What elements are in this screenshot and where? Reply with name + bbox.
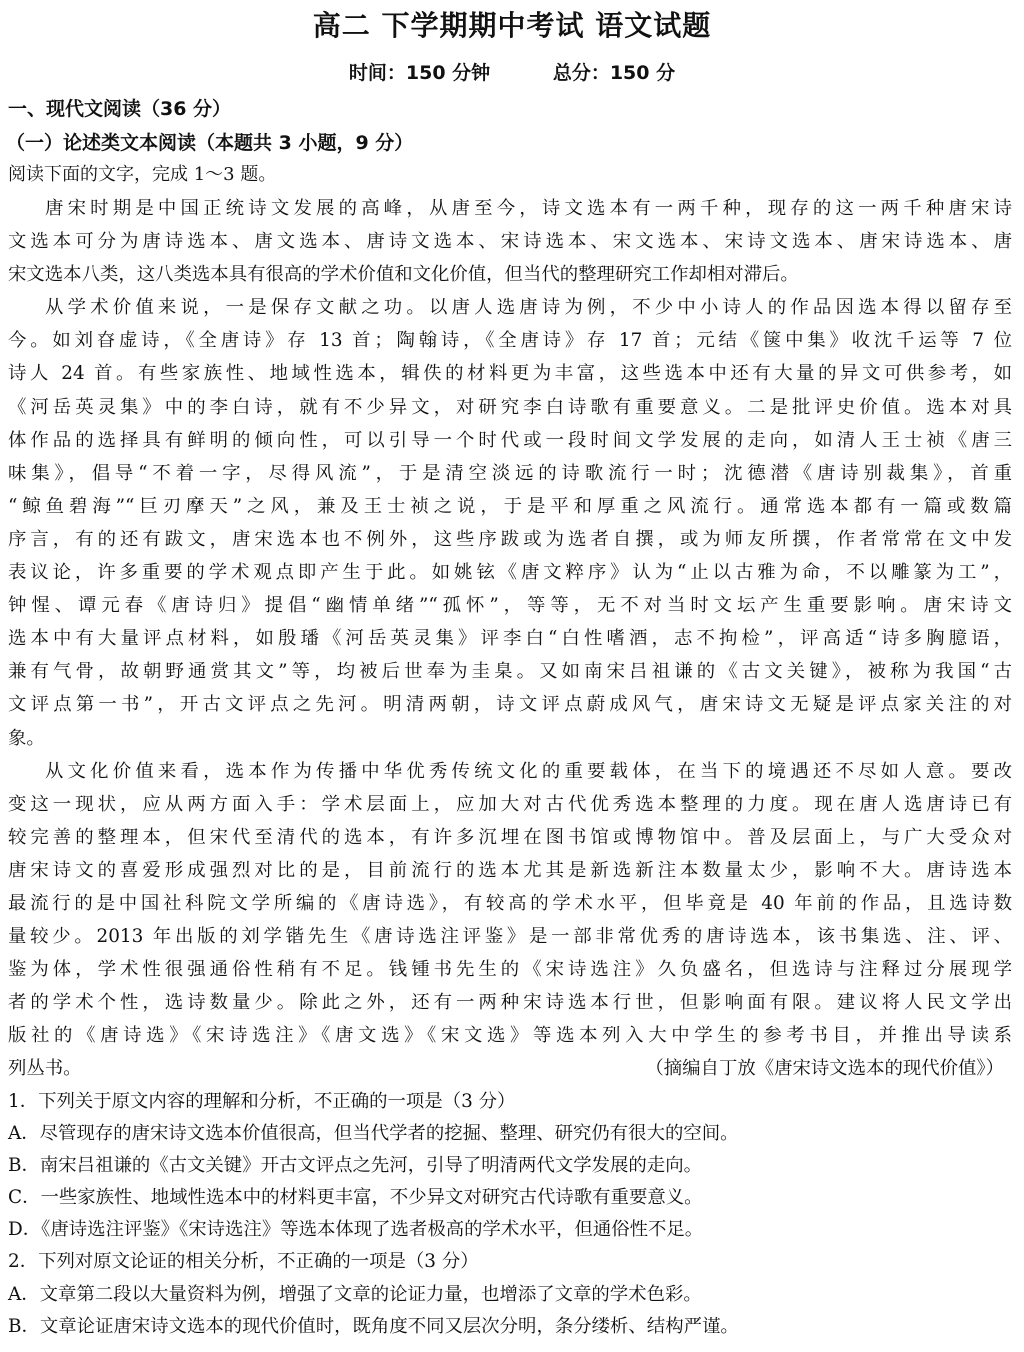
exam-title: 高二 下学期期中考试 语文试题 — [312, 9, 712, 42]
passage-line: 序言，有的还有跋文，唐宋选本也不例外，这些序跋或为选者自撰，或为师友所撰，作者常常在文中发 — [8, 528, 1012, 550]
passage-line: 者的学术个性，选诗数量少。除此之外，还有一两种宋诗选本行世，但影响面有限。建议将人民文学出 — [8, 992, 1012, 1014]
reading-instruction: 阅读下面的文字，完成 1～3 题。 — [8, 164, 277, 185]
passage-line: 宋文选本八类，这八类选本具有很高的学术价值和文化价值，但当代的整理研究工作却相对滞后。 — [8, 264, 799, 286]
passage-line: 唐宋诗文的喜爱形成强烈对比的是，目前流行的选本尤其是新选新注本数量太少，影响不大。唐诗选本 — [8, 859, 1012, 881]
passage-line: 文选本可分为唐诗选本、唐文选本、唐诗文选本、宋诗选本、宋文选本、宋诗文选本、唐宋诗选本、唐 — [8, 231, 1012, 253]
passage-line: 诗人 24 首。有些家族性、地域性选本，辑佚的材料更为丰富，这些选本中还有大量的异文可供参考，如 — [8, 363, 1012, 385]
question-option: D．《唐诗选注评鉴》《宋诗选注》等选本体现了选者极高的学术水平，但通俗性不足。 — [8, 1219, 704, 1241]
exam-meta — [0, 58, 1024, 85]
passage-line: 表议论，许多重要的学术观点即产生于此。如姚铉《唐文粹序》认为“止以古雅为命，不以雕篆为工”， — [8, 562, 1012, 584]
passage-line: 体作品的选择具有鲜明的倾向性，可以引导一个时代或一段时间文学发展的走向，如清人王士祯《唐三 — [8, 429, 1012, 451]
question-option: B．文章论证唐宋诗文选本的现代价值时，既角度不同又层次分明，条分缕析、结构严谨。 — [8, 1315, 739, 1337]
passage-line: 唐宋时期是中国正统诗文发展的高峰，从唐至今，诗文选本有一两千种，现存的这一两千种唐宋诗 — [45, 198, 1012, 219]
passage-line: 选本中有大量评点材料，如殷璠《河岳英灵集》评李白“白性嗜酒，志不拘检”，评高适“诗多胸臆语， — [8, 628, 1012, 650]
passage-line: “鲸鱼碧海”“巨刃摩天”之风，兼及王士祯之说，于是平和厚重之风流行。通常选本都有一篇或数篇 — [8, 495, 1012, 517]
passage-line: 变这一现状，应从两方面入手：学术层面上，应加大对古代优秀选本整理的力度。现在唐人选唐诗已有 — [8, 793, 1012, 815]
passage-line: 最流行的是中国社科院文学所编的《唐诗选》，有较高的学术水平，但毕竟是 40 年前的作品，且选诗数 — [8, 892, 1012, 914]
passage — [8, 192, 1012, 1343]
passage-line: 从文化价值来看，选本作为传播中华优秀传统文化的重要载体，在当下的境遇还不尽如人意。要改 — [45, 760, 1012, 782]
passage-line: 较完善的整理本，但宋代至清代的选本，有许多沉埋在图书馆或博物馆中。普及层面上，与广大受众对 — [8, 826, 1012, 848]
passage-line: 量较少。2013 年出版的刘学锴先生《唐诗选注评鉴》是一部非常优秀的唐诗选本，该书集选、注、评、 — [8, 926, 1012, 948]
passage-line: 版社的《唐诗选》《宋诗选注》《唐文选》《宋文选》等选本列入大中学生的参考书目，并推出导读系 — [8, 1025, 1012, 1047]
question-stem: 1．下列关于原文内容的理解和分析，不正确的一项是（3 分） — [8, 1090, 516, 1112]
passage-line: 象。 — [8, 727, 45, 749]
section-subheading: （一）论述类文本阅读（本题共 3 小题，9 分） — [6, 132, 414, 154]
passage-line: 鉴为体，学术性很强通俗性稍有不足。钱锺书先生的《宋诗选注》久负盛名，但选诗与注释过分展现学 — [8, 959, 1012, 981]
question-stem: 2．下列对原文论证的相关分析，不正确的一项是（3 分） — [8, 1251, 479, 1273]
passage-line: 文评点第一书”，开古文评点之先河。明清两朝，诗文评点蔚成风气，唐宋诗文无疑是评点家关注的对 — [8, 694, 1012, 716]
passage-line: 钟惺、谭元春《唐诗归》提倡“幽情单绪”“孤怀”，等等，无不对当时文坛产生重要影响。唐宋诗文 — [8, 595, 1012, 617]
exam-score: 总分：150 分 — [552, 62, 676, 84]
exam-time: 时间：150 分钟 — [348, 62, 491, 84]
passage-line: 列丛书。 — [8, 1058, 82, 1080]
passage-line: 味集》，倡导“不着一字，尽得风流”，于是清空淡远的诗歌流行一时；沈德潜《唐诗别裁集》，首重 — [8, 462, 1012, 484]
section-heading: 一、现代文阅读（36 分） — [8, 98, 232, 120]
question-option: A．尽管现存的唐宋诗文选本价值很高，但当代学者的挖掘、整理、研究仍有很大的空间。 — [8, 1122, 739, 1144]
passage-line: 今。如刘昚虚诗，《全唐诗》存 13 首；陶翰诗，《全唐诗》存 17 首；元结《箧中集》收沈千运等 7 位 — [8, 330, 1012, 352]
source-citation: （摘编自丁放《唐宋诗文选本的现代价值》） — [645, 1058, 1004, 1080]
passage-line-with-source — [8, 1052, 1012, 1085]
passage-line: 《河岳英灵集》中的李白诗，就有不少异文，对研究李白诗歌有重要意义。二是批评史价值。选本对具 — [8, 396, 1012, 418]
passage-line: 从学术价值来说，一是保存文献之功。以唐人选唐诗为例，不少中小诗人的作品因选本得以留存至 — [45, 297, 1012, 319]
question-option: B．南宋吕祖谦的《古文关键》开古文评点之先河，引导了明清两代文学发展的走向。 — [8, 1154, 702, 1176]
question-option: C．一些家族性、地域性选本中的材料更丰富，不少异文对研究古代诗歌有重要意义。 — [8, 1187, 703, 1209]
question-option: A．文章第二段以大量资料为例，增强了文章的论证力量，也增添了文章的学术色彩。 — [8, 1283, 702, 1305]
passage-line: 兼有气骨，故朝野通赏其文”等，均被后世奉为圭臬。又如南宋吕祖谦的《古文关键》，被称为我国“古 — [8, 661, 1012, 683]
